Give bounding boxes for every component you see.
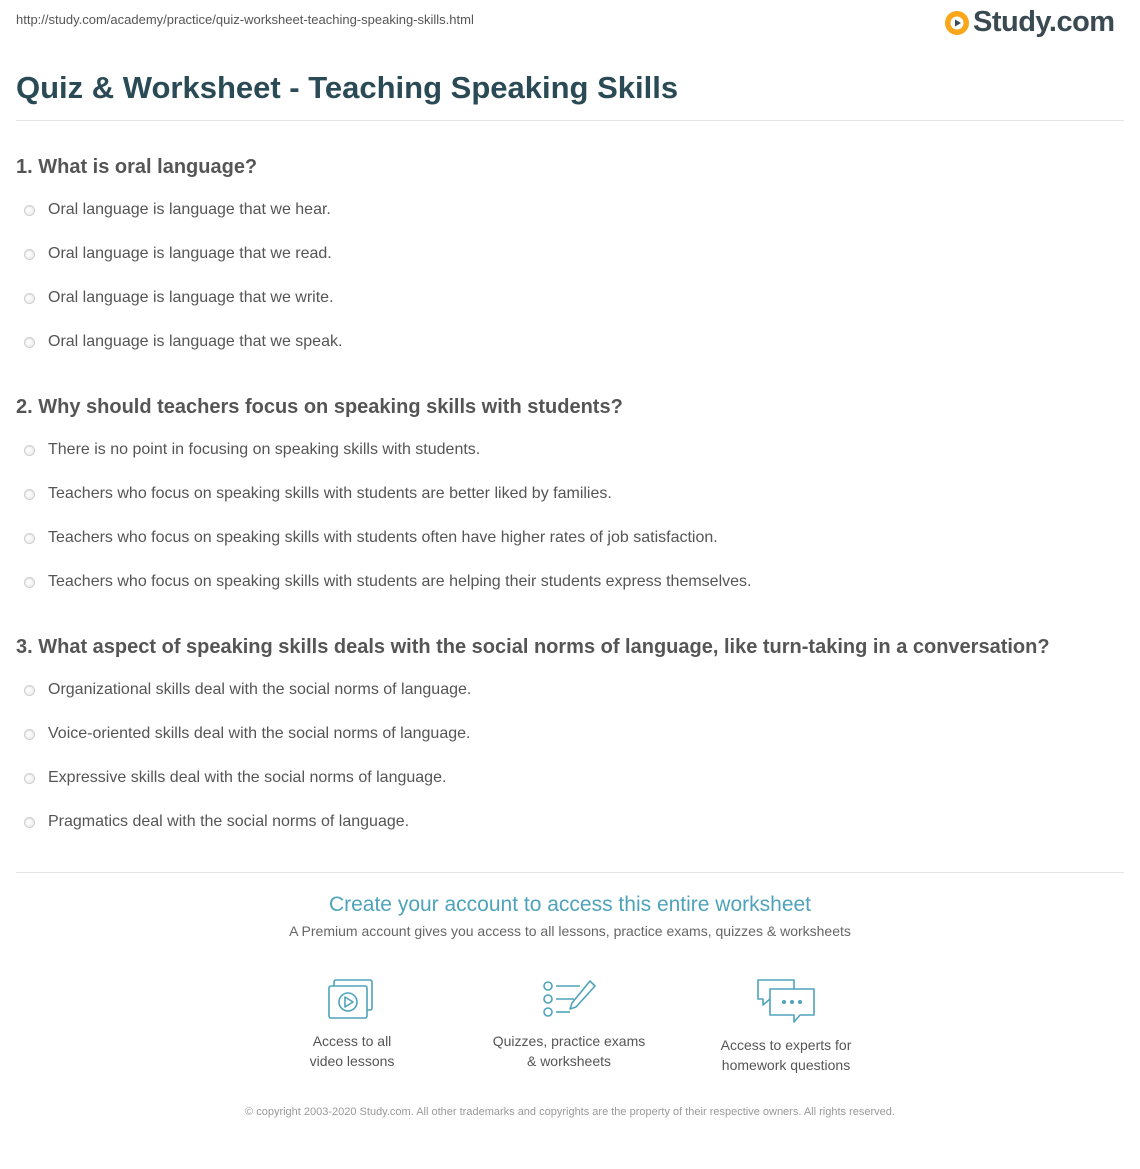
feature-label: Access to experts for homework questions xyxy=(720,1037,852,1073)
option-label: Oral language is language that we write. xyxy=(48,289,334,306)
question-2 xyxy=(16,395,1126,590)
feature-experts xyxy=(691,977,881,1075)
signup-promo xyxy=(0,893,1140,939)
question-2-option-b[interactable] xyxy=(24,484,612,504)
option-label: Oral language is language that we speak. xyxy=(48,333,343,350)
option-label: Oral language is language that we hear. xyxy=(48,201,331,218)
radio-button[interactable] xyxy=(24,685,35,696)
question-1-option-b[interactable] xyxy=(24,244,332,264)
question-3 xyxy=(16,635,1126,830)
feature-label: Access to all video lessons xyxy=(309,1033,395,1069)
study-logo-text: Study.com xyxy=(973,6,1115,38)
option-label: There is no point in focusing on speaking skills with students. xyxy=(48,441,481,458)
question-3-option-c[interactable] xyxy=(24,768,446,788)
quiz-checklist-icon xyxy=(540,977,598,1023)
page-url: http://study.com/academy/practice/quiz-worksheet-teaching-speaking-skills.html xyxy=(16,12,474,27)
radio-button[interactable] xyxy=(24,489,35,500)
question-2-option-a[interactable] xyxy=(24,440,480,460)
question-1-option-a[interactable] xyxy=(24,200,331,220)
radio-button[interactable] xyxy=(24,249,35,260)
option-label: Teachers who focus on speaking skills with students are helping their students express themselves. xyxy=(48,573,752,590)
promo-divider xyxy=(16,872,1124,873)
copyright-notice: © copyright 2003-2020 Study.com. All other trademarks and copyrights are the property of their respective owners. All rights reserved. xyxy=(245,1106,895,1118)
title-divider xyxy=(16,120,1124,121)
question-3-option-d[interactable] xyxy=(24,812,409,832)
question-2-option-c[interactable] xyxy=(24,528,718,548)
question-1-option-d[interactable] xyxy=(24,332,342,352)
radio-button[interactable] xyxy=(24,293,35,304)
option-label: Organizational skills deal with the social norms of language. xyxy=(48,681,472,698)
feature-video-lessons xyxy=(257,977,447,1071)
promo-subtitle: A Premium account gives you access to all lessons, practice exams, quizzes & worksheets xyxy=(289,923,851,939)
create-account-link[interactable]: Create your account to access this entire worksheet xyxy=(328,893,812,916)
radio-button[interactable] xyxy=(24,773,35,784)
radio-button[interactable] xyxy=(24,533,35,544)
radio-button[interactable] xyxy=(24,445,35,456)
option-label: Teachers who focus on speaking skills with students often have higher rates of job satisfaction. xyxy=(48,529,718,546)
option-label: Teachers who focus on speaking skills with students are better liked by families. xyxy=(48,485,612,502)
video-lessons-icon xyxy=(326,977,378,1023)
feature-quizzes xyxy=(474,977,664,1071)
option-label: Pragmatics deal with the social norms of language. xyxy=(48,813,410,830)
question-1-option-c[interactable] xyxy=(24,288,334,308)
radio-button[interactable] xyxy=(24,817,35,828)
study-logo-icon xyxy=(944,10,970,36)
question-1 xyxy=(16,155,1126,350)
feature-label: Quizzes, practice exams & worksheets xyxy=(492,1033,646,1069)
question-3-option-a[interactable] xyxy=(24,680,471,700)
radio-button[interactable] xyxy=(24,729,35,740)
option-label: Voice-oriented skills deal with the social norms of language. xyxy=(48,725,471,742)
option-label: Expressive skills deal with the social norms of language. xyxy=(48,769,447,786)
radio-button[interactable] xyxy=(24,337,35,348)
option-label: Oral language is language that we read. xyxy=(48,245,332,262)
radio-button[interactable] xyxy=(24,205,35,216)
page-title: Quiz & Worksheet - Teaching Speaking Skills xyxy=(16,70,679,105)
question-2-option-d[interactable] xyxy=(24,572,751,592)
question-3-text: 3. What aspect of speaking skills deals with the social norms of language, like turn-taking in a conversation? xyxy=(16,636,1050,658)
study-logo[interactable] xyxy=(944,6,1115,39)
question-1-text: 1. What is oral language? xyxy=(16,156,258,178)
question-2-text: 2. Why should teachers focus on speaking skills with students? xyxy=(16,396,623,418)
radio-button[interactable] xyxy=(24,577,35,588)
question-3-option-b[interactable] xyxy=(24,724,470,744)
chat-bubbles-icon xyxy=(754,977,818,1027)
